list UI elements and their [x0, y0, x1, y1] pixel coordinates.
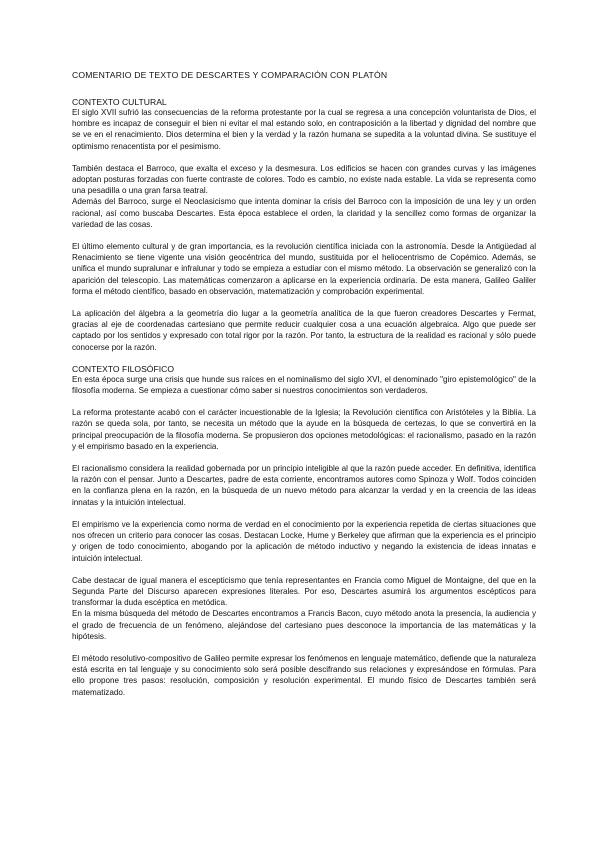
- paragraph: El siglo XVII sufrió las consecuencias de la reforma protestante por la cual se regresa a una concepción voluntarista de Dios, el hombre es incapaz de conseguir el bien ni evitar el mal estando solo, en contraposición a la libertad y dignidad del nombre que se ve en el renacimiento. Dios determina el bien y la verdad y la razón humana se supedita a la voluntad divina. Se sustituye el optimismo renacentista por el pesimismo.: [72, 108, 536, 151]
- section-heading-filosofico: CONTEXTO FILOSÓFICO: [72, 363, 175, 374]
- paragraph: Cabe destacar de igual manera el escepticismo que tenía representantes en Francia como Miguel de Montaigne, del que en la Segunda Parte del Discurso aparecen expresiones literales. Por eso, Descartes asumirá los argumentos escépticos para transformar la duda escéptica en metódica.: [72, 575, 536, 608]
- paragraph: El método resolutivo-compositivo de Galileo permite expresar los fenómenos en lenguaje matemático, defiende que la naturaleza está escrita en tal lenguaje y su conocimiento solo será posible descifrando sus relaciones y expresándose en fórmulas. Para ello propone tres pasos: resolución, composición y resolución experimental. El mundo físico de Descartes también será matematizado.: [72, 653, 536, 697]
- paragraph: El racionalismo considera la realidad gobernada por un principio inteligible al que la razón puede acceder. En definitiva, identifica la razón con el pensar. Junto a Descartes, padre de esta corriente, encontramos autores como Spinoza y Wolf. Todos coinciden en la confianza plena en la razón, en la búsqueda de un nuevo método para alcanzar la verdad y en la creencia de las ideas innatas y la intuición intelectual.: [72, 464, 536, 507]
- paragraph: En esta época surge una crisis que hunde sus raíces en el nominalismo del siglo XVI, el denominado "giro epistemológico" de la filosofía moderna. Se empieza a cuestionar cómo saber si nuestros conocimientos son verdaderos.: [72, 374, 536, 396]
- section-heading-cultural: CONTEXTO CULTURAL: [72, 97, 167, 107]
- paragraph: Además del Barroco, surge el Neoclasicismo que intenta dominar la crisis del Barroco con la imposición de una ley y un orden racional, así como buscaba Descartes. Esta época establece el orden, la claridad y la sencillez como formas de organizar la variedad de las cosas.: [72, 197, 536, 229]
- paragraph: La reforma protestante acabó con el carácter incuestionable de la Iglesia; la Revolución científica con Aristóteles y la Biblia. La razón se queda sola, por tanto, se necesita un método que la ayude en la búsqueda de certezas, lo que se convertirá en la principal preocupación de la filosofía moderna. Se propusieron dos opciones metodológicas: el racionalismo, pasado en la razón y el empirismo basado en la experiencia.: [72, 408, 536, 451]
- paragraph: La aplicación del álgebra a la geometría dio lugar a la geometría analítica de la que fueron creadores Descartes y Fermat, gracias al eje de coordenadas cartesiano que permite reducir cualquier cosa a una ecuación algebraica. Algo que puede ser captado por los sentidos y expresado con total rigor por la razón. Por tanto, la estructura de la realidad es racional y sólo puede conocerse por la razón.: [72, 309, 536, 352]
- document-title: COMENTARIO DE TEXTO DE DESCARTES Y COMPARACIÓN CON PLATÓN: [72, 70, 388, 80]
- paragraph: El empirismo ve la experiencia como norma de verdad en el conocimiento por la experiencia repetida de ciertas situaciones que nos ofrecen un criterio para conocer las cosas. Destacan Locke, Hume y Berkeley que afirman que la experiencia es el principio y origen de todo conocimiento, abogando por la aplicación de método inductivo y negando la existencia de ideas innatas e intuición intelectual.: [72, 519, 536, 563]
- paragraph: También destaca el Barroco, que exalta el exceso y la desmesura. Los edificios se hacen con grandes curvas y las imágenes adoptan posturas forzadas con fuerte contraste de colores. Todo es cambio, no existe nada estable. La vida se representa como una pesadilla o una gran farsa teatral.: [72, 163, 536, 196]
- paragraph: El último elemento cultural y de gran importancia, es la revolución científica iniciada con la astronomía. Desde la Antigüedad al Renacimiento se tiene vigente una visión geocéntrica del mundo, sustituida por el heliocentrismo de Copémico. Además, se unifica el mundo supralunar e infralunar y todo se empieza a estudiar con el mismo método. La observación se generalizó con la aparición del telescopio. Las matemáticas comenzaron a aplicarse en la experiencia ordinaria. De esta manera, Galileo Galiler forma el método científico, basado en observación, matematización y comprobación experimental.: [72, 242, 536, 296]
- paragraph: En la misma búsqueda del método de Descartes encontramos a Francis Bacon, cuyo método anota la presencia, la audiencia y el grado de frecuencia de un fenómeno, alejándose del cartesiano pues desconoce la importancia de las matemáticas y la hipótesis.: [72, 609, 536, 641]
